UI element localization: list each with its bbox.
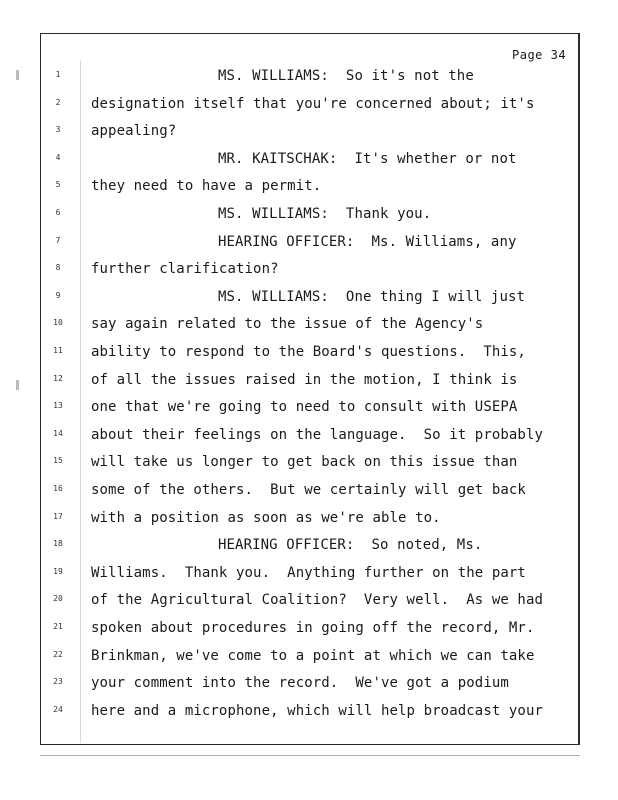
line-number: 6 bbox=[55, 208, 61, 217]
line-number: 9 bbox=[55, 290, 61, 300]
line-text: with a position as soon as we're able to. bbox=[91, 509, 441, 526]
line-number: 21 bbox=[53, 622, 63, 631]
line-number: 23 bbox=[53, 677, 63, 687]
transcript-line bbox=[0, 96, 618, 116]
line-text: Williams. Thank you. Anything further on the part bbox=[91, 564, 526, 581]
line-number: 4 bbox=[55, 152, 61, 162]
transcript-line bbox=[0, 151, 618, 171]
line-text: of all the issues raised in the motion, I think is bbox=[91, 371, 518, 388]
line-text: further clarification? bbox=[91, 261, 279, 278]
transcript-line bbox=[0, 372, 618, 392]
line-text: one that we're going to need to consult with USEPA bbox=[91, 399, 518, 416]
line-text: say again related to the issue of the Agency's bbox=[91, 316, 484, 333]
transcript-line bbox=[0, 620, 618, 640]
line-number: 20 bbox=[53, 594, 63, 604]
transcript-line bbox=[0, 675, 618, 695]
transcript-line bbox=[0, 703, 618, 723]
line-text: will take us longer to get back on this issue than bbox=[91, 454, 518, 471]
line-text: appealing? bbox=[91, 123, 177, 140]
transcript-line bbox=[0, 482, 618, 502]
line-number: 7 bbox=[55, 235, 61, 245]
transcript-line bbox=[0, 592, 618, 612]
line-text: Brinkman, we've come to a point at which we can take bbox=[91, 647, 535, 664]
line-text: here and a microphone, which will help broadcast your bbox=[91, 702, 544, 719]
line-text: some of the others. But we certainly will get back bbox=[91, 482, 526, 498]
line-text: MS. WILLIAMS: One thing I will just bbox=[218, 288, 526, 305]
line-text: spoken about procedures in going off the record, Mr. bbox=[91, 620, 535, 636]
line-number: 12 bbox=[53, 373, 63, 383]
line-number: 2 bbox=[55, 97, 61, 107]
transcript-line bbox=[0, 454, 618, 474]
transcript-line bbox=[0, 427, 618, 447]
transcript-line bbox=[0, 234, 618, 254]
line-text: of the Agricultural Coalition? Very well. As we had bbox=[91, 592, 544, 609]
transcript-line bbox=[0, 399, 618, 419]
line-text: about their feelings on the language. So it probably bbox=[91, 426, 544, 443]
line-text: your comment into the record. We've got a podium bbox=[91, 675, 509, 692]
line-number: 24 bbox=[53, 704, 63, 714]
bottom-rule bbox=[40, 755, 580, 756]
transcript-line bbox=[0, 206, 618, 226]
line-number: 11 bbox=[53, 346, 63, 355]
transcript-line bbox=[0, 289, 618, 309]
line-number: 18 bbox=[53, 539, 63, 549]
line-text: they need to have a permit. bbox=[91, 178, 322, 195]
transcript-line bbox=[0, 344, 618, 364]
line-number: 22 bbox=[53, 649, 63, 659]
line-number: 16 bbox=[53, 484, 63, 493]
line-number: 14 bbox=[53, 428, 63, 438]
transcript-line bbox=[0, 316, 618, 336]
line-number: 1 bbox=[55, 70, 61, 79]
page-number: Page 34 bbox=[512, 48, 567, 62]
line-number: 13 bbox=[53, 401, 63, 411]
line-text: HEARING OFFICER: So noted, Ms. bbox=[218, 537, 483, 554]
line-text: HEARING OFFICER: Ms. Williams, any bbox=[218, 233, 517, 250]
line-text: MS. WILLIAMS: So it's not the bbox=[218, 68, 474, 84]
line-text: MR. KAITSCHAK: It's whether or not bbox=[218, 150, 517, 167]
transcript-line bbox=[0, 537, 618, 557]
transcript-line bbox=[0, 123, 618, 143]
transcript-line bbox=[0, 261, 618, 281]
transcript-line bbox=[0, 178, 618, 198]
line-number: 19 bbox=[53, 566, 63, 576]
transcript-line bbox=[0, 565, 618, 585]
line-text: ability to respond to the Board's questions. This, bbox=[91, 344, 526, 360]
line-number: 3 bbox=[55, 125, 61, 135]
transcript-line bbox=[0, 648, 618, 668]
line-number: 5 bbox=[55, 180, 61, 190]
line-number: 10 bbox=[53, 318, 63, 328]
line-number: 8 bbox=[55, 263, 61, 273]
line-text: MS. WILLIAMS: Thank you. bbox=[218, 206, 432, 222]
line-number: 17 bbox=[53, 511, 63, 521]
transcript-line bbox=[0, 68, 618, 88]
line-number: 15 bbox=[53, 456, 63, 466]
transcript-line bbox=[0, 510, 618, 530]
line-text: designation itself that you're concerned about; it's bbox=[91, 95, 535, 112]
